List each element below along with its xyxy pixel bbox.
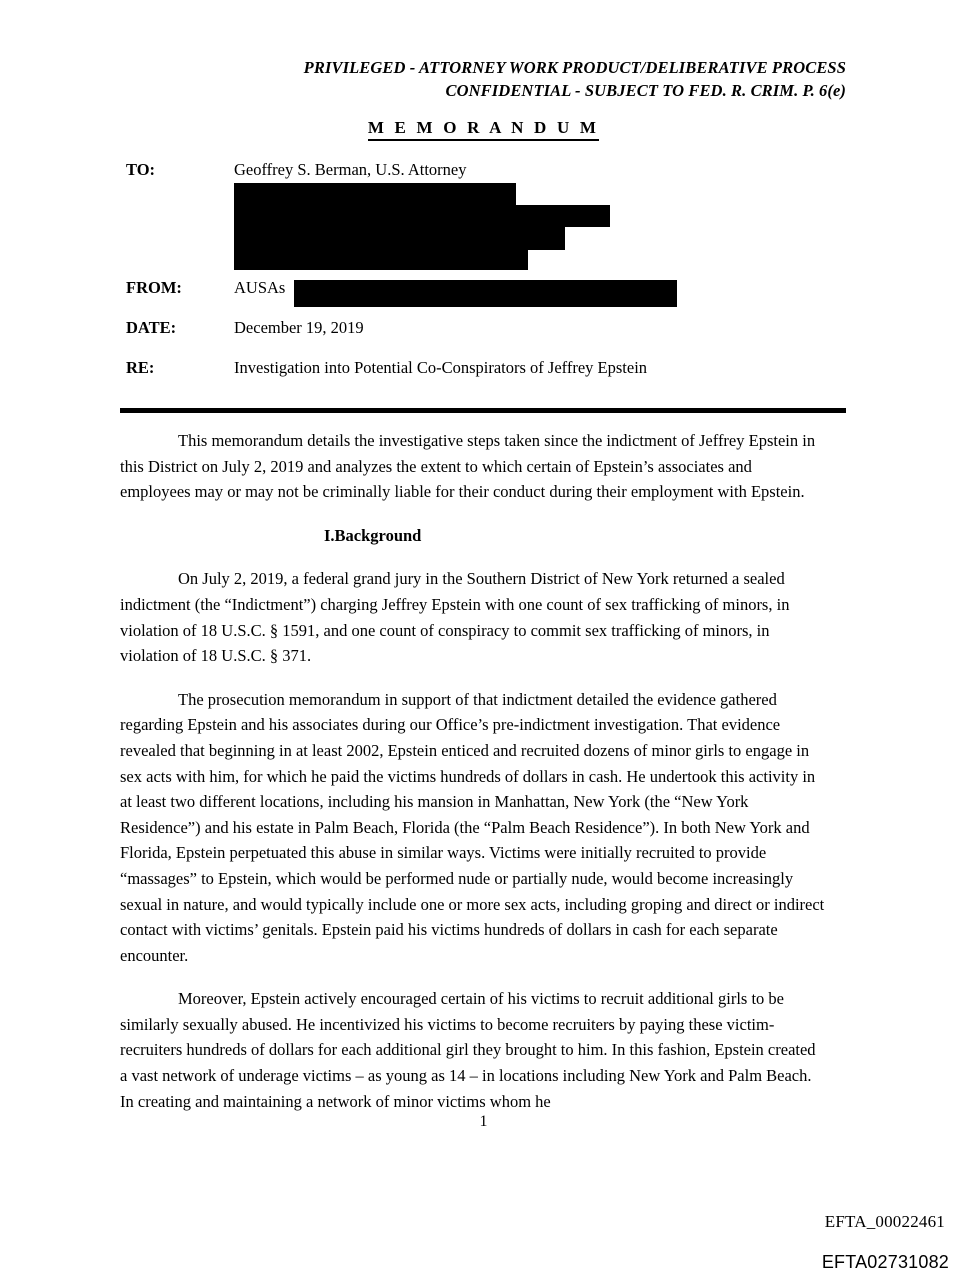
field-value-date: December 19, 2019 xyxy=(234,318,364,337)
field-value-re: Investigation into Potential Co-Conspirators of Jeffrey Epstein xyxy=(234,358,648,377)
redaction-bar-from xyxy=(294,280,677,307)
field-value-to: Geoffrey S. Berman, U.S. Attorney xyxy=(234,160,467,179)
field-row-from xyxy=(126,278,846,318)
field-row-to xyxy=(126,160,846,278)
section-heading-text: Background xyxy=(334,525,422,545)
bates-number-primary: EFTA_00022461 xyxy=(824,1212,945,1231)
field-label-re: RE: xyxy=(126,358,155,377)
page-title xyxy=(0,118,967,141)
redaction-bar-to-1 xyxy=(234,183,516,205)
section-heading-background xyxy=(120,523,826,549)
memo-header-fields xyxy=(126,160,846,388)
redaction-bar-to-4 xyxy=(234,250,528,270)
document-body xyxy=(120,428,826,1132)
redaction-bar-to-3 xyxy=(234,227,565,250)
page-title-text: M E M O R A N D U M xyxy=(368,118,599,141)
body-paragraph-4: Moreover, Epstein actively encouraged certain of his victims to recruit additional girls to be similarly sexually abused. He incentivized his victims to become recruiters by paying these victim-recruiters hundreds of dollars for each additional girl they brought to him. In this fashion, Epstein created a vast network of underage victims – as young as 14 – in locations including New York and Palm Beach. In creating and maintaining a network of minor victims whom he xyxy=(120,989,816,1111)
field-value-from: AUSAs xyxy=(234,278,286,297)
field-row-date xyxy=(126,318,846,358)
redaction-bar-to-2 xyxy=(234,205,610,227)
classification-banner xyxy=(120,56,846,102)
field-row-re xyxy=(126,358,846,388)
field-label-to: TO: xyxy=(126,160,156,179)
field-label-date: DATE: xyxy=(126,318,177,337)
body-paragraph-1: This memorandum details the investigative steps taken since the indictment of Jeffrey Epstein in this District on July 2, 2019 and analyzes the extent to which certain of Epstein’s associates and employees may or may not be criminally liable for their conduct during their employment with Epstein. xyxy=(120,431,816,502)
classification-line-2: CONFIDENTIAL - SUBJECT TO FED. R. CRIM. P. 6(e) xyxy=(445,81,846,100)
classification-line-1: PRIVILEGED - ATTORNEY WORK PRODUCT/DELIBERATIVE PROCESS xyxy=(303,58,846,77)
body-paragraph-3: The prosecution memorandum in support of that indictment detailed the evidence gathered regarding Epstein and his associates during our Office’s pre-indictment investigation. That evidence revealed that beginning in at least 2002, Epstein enticed and recruited dozens of minor girls to engage in sex acts with him, for which he paid the victims hundreds of dollars in cash. He undertook this activity in at least two different locations, including his mansion in Manhattan, New York (the “New York Residence”) and his estate in Palm Beach, Florida (the “Palm Beach Residence”). In both New York and Florida, Epstein perpetuated this abuse in similar ways. Victims were initially recruited to provide “massages” to Epstein, which would be performed nude or partially nude, would become increasingly sexual in nature, and would typically include one or more sex acts, including groping and direct or indirect contact with victims’ genitals. Epstein paid his victims hundreds of dollars in cash for each separate encounter. xyxy=(120,689,825,965)
page-number: 1 xyxy=(479,1113,488,1130)
bates-number-secondary: EFTA02731082 xyxy=(821,1252,949,1272)
field-label-from: FROM: xyxy=(126,278,182,297)
header-divider-rule xyxy=(120,408,846,413)
section-numeral: I. xyxy=(324,525,335,545)
body-paragraph-2: On July 2, 2019, a federal grand jury in the Southern District of New York returned a sealed indictment (the “Indictment”) charging Jeffrey Epstein with one count of sex trafficking of minors, in violation of 18 U.S.C. § 1591, and one count of conspiracy to commit sex trafficking of minors, in violation of 18 U.S.C. § 371. xyxy=(120,569,790,666)
